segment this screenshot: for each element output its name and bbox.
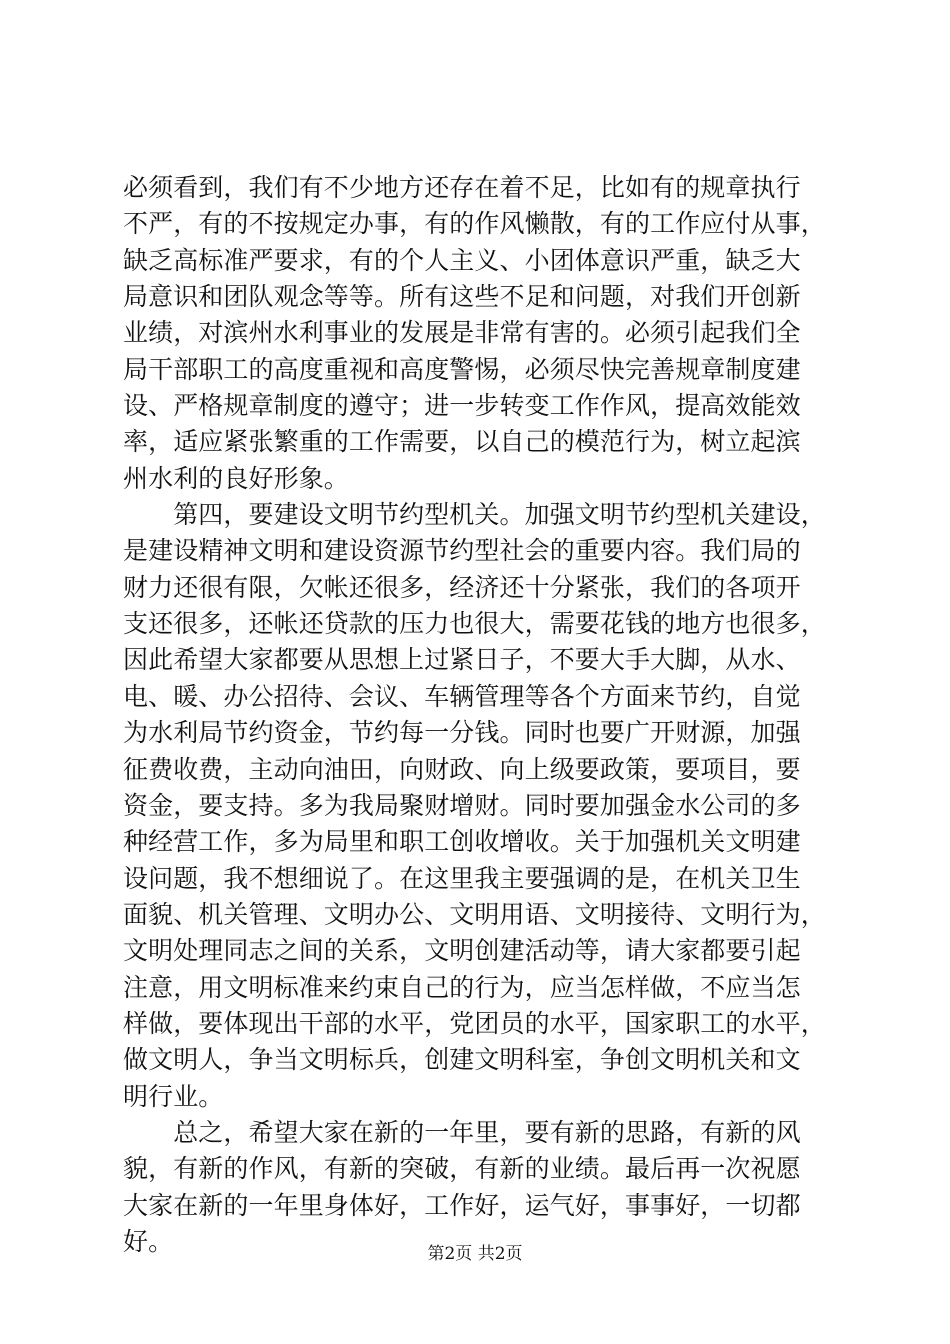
- text-line: 资金，要支持。多为我局聚财增财。同时要加强金水公司的多: [123, 790, 801, 820]
- text-line: 第四，要建设文明节约型机关。加强文明节约型机关建设，: [123, 500, 826, 530]
- text-line: 设、严格规章制度的遵守；进一步转变工作作风，提高效能效: [123, 391, 801, 421]
- text-line: 设问题，我不想细说了。在这里我主要强调的是，在机关卫生: [123, 863, 801, 893]
- text-line: 率，适应紧张繁重的工作需要，以自己的模范行为，树立起滨: [123, 427, 801, 457]
- text-line: 是建设精神文明和建设资源节约型社会的重要内容。我们局的: [123, 536, 801, 566]
- text-line: 局意识和团队观念等等。所有这些不足和问题，对我们开创新: [123, 282, 801, 312]
- text-line: 为水利局节约资金，节约每一分钱。同时也要广开财源，加强: [123, 718, 801, 748]
- text-line: 业绩，对滨州水利事业的发展是非常有害的。必须引起我们全: [123, 318, 801, 348]
- text-line: 总之，希望大家在新的一年里，要有新的思路，有新的风: [123, 1117, 801, 1147]
- text-line: 貌，有新的作风，有新的突破，有新的业绩。最后再一次祝愿: [123, 1154, 801, 1184]
- text-line: 不严，有的不按规定办事，有的作风懒散，有的工作应付从事，: [123, 209, 826, 239]
- text-line: 州水利的良好形象。: [123, 463, 349, 493]
- text-line: 好。: [123, 1226, 174, 1256]
- text-line: 文明处理同志之间的关系，文明创建活动等，请大家都要引起: [123, 936, 801, 966]
- text-line: 必须看到，我们有不少地方还存在着不足，比如有的规章执行: [123, 173, 801, 202]
- text-line: 电、暖、办公招待、会议、车辆管理等各个方面来节约，自觉: [123, 681, 801, 711]
- text-line: 种经营工作，多为局里和职工创收增收。关于加强机关文明建: [123, 827, 801, 857]
- text-line: 缺乏高标准严要求，有的个人主义、小团体意识严重，缺乏大: [123, 245, 801, 275]
- document-body: [123, 170, 833, 1260]
- text-line: 支还很多，还帐还贷款的压力也很大，需要花钱的地方也很多，: [123, 609, 826, 639]
- text-line: 面貌、机关管理、文明办公、文明用语、文明接待、文明行为，: [123, 899, 826, 929]
- page-footer: 第2页 共2页: [427, 1244, 523, 1264]
- text-line: 明行业。: [123, 1081, 224, 1111]
- text-line: 征费收费，主动向油田，向财政、向上级要政策，要项目，要: [123, 754, 801, 784]
- text-line: 因此希望大家都要从思想上过紧日子，不要大手大脚，从水、: [123, 645, 801, 675]
- text-line: 大家在新的一年里身体好，工作好，运气好，事事好，一切都: [123, 1190, 801, 1220]
- text-line: 局干部职工的高度重视和高度警惕，必须尽快完善规章制度建: [123, 354, 801, 384]
- text-line: 做文明人，争当文明标兵，创建文明科室，争创文明机关和文: [123, 1045, 801, 1075]
- text-line: 注意，用文明标准来约束自己的行为，应当怎样做，不应当怎: [123, 972, 801, 1002]
- text-line: 财力还很有限，欠帐还很多，经济还十分紧张，我们的各项开: [123, 572, 801, 602]
- text-line: 样做，要体现出干部的水平，党团员的水平，国家职工的水平，: [123, 1008, 826, 1038]
